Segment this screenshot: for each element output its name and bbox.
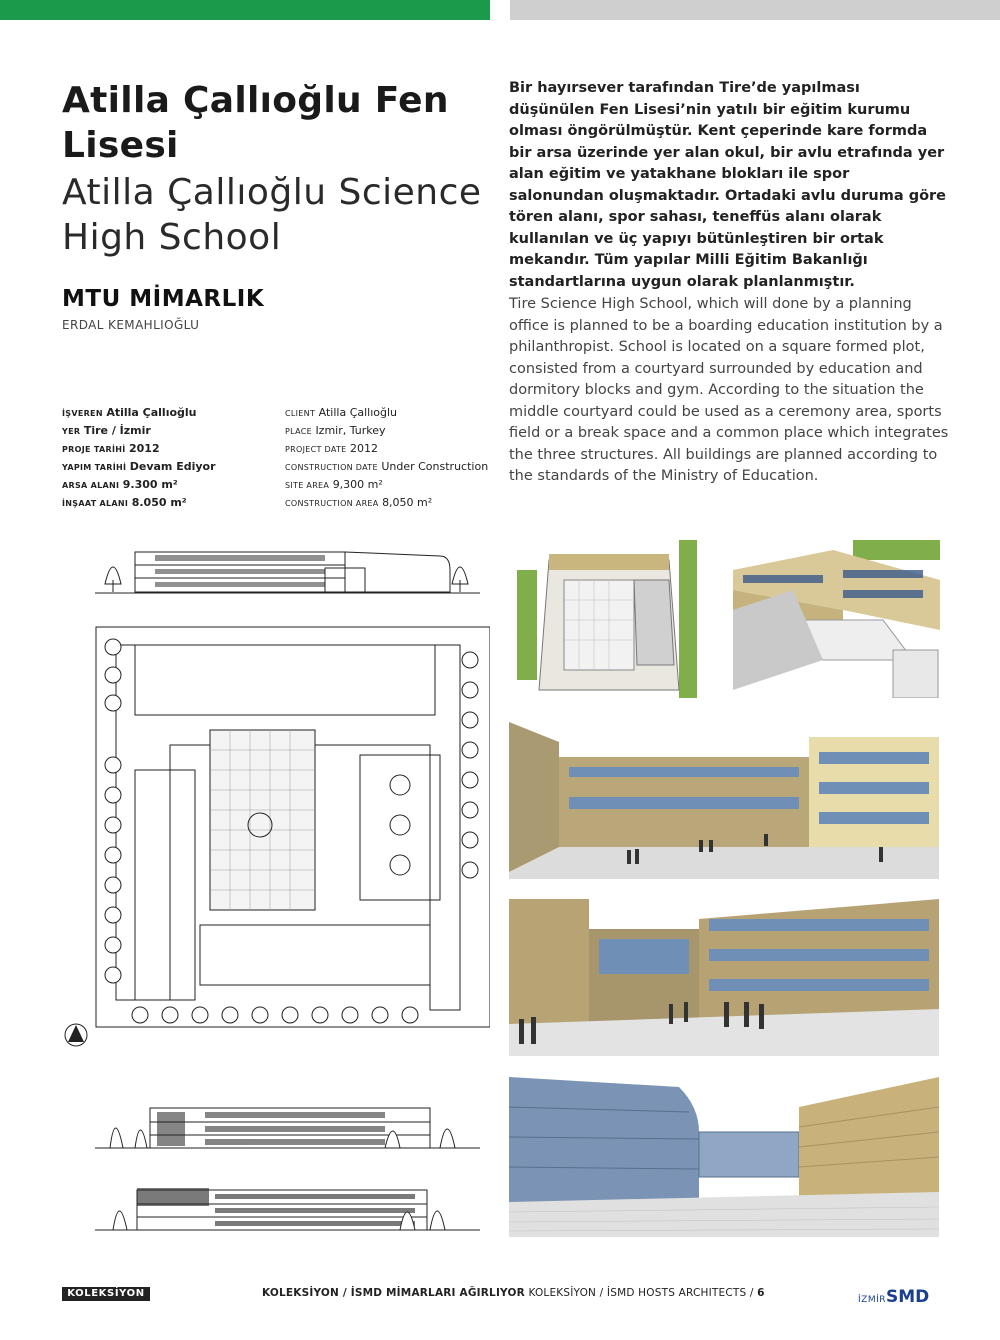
info-row: CLIENT Atilla Çallıoğlu — [285, 406, 398, 419]
info-row: YER Tire / İzmir — [62, 424, 151, 437]
aerial-render-1 — [509, 540, 704, 698]
info-row: İNŞAAT ALANI 8.050 m² — [62, 496, 187, 509]
project-title-turkish: Atilla Çallıoğlu Fen Lisesi — [62, 80, 449, 166]
description-english: Tire Science High School, which will done by a planning office is planned to be a boarding education institution by a philanthropist. School is located on a square formed plot, consisted from a courtyard surrounded by education and dormitory blocks and gym. According to the situation the middle courtyard could be used as a ceremony area, sports field or a break space and a common place which integrates the three structures. All buildings are planned according to the standards of the Ministry of Education. — [509, 296, 949, 484]
info-row: İŞVEREN Atilla Çallıoğlu — [62, 406, 197, 419]
info-row: ARSA ALANI 9.300 m² — [62, 478, 178, 491]
top-accent-bar-grey — [510, 0, 1000, 20]
section-drawing-top — [95, 540, 480, 595]
page-number: 6 — [757, 1287, 765, 1299]
project-info-english — [285, 404, 505, 512]
top-accent-bar-green — [0, 0, 490, 20]
elevation-drawing-1 — [95, 1100, 480, 1150]
footer-caption: KOLEKSİYON / İSMD MİMARLARI AĞIRLIYOR KOLEKSİYON / İSMD HOSTS ARCHITECTS / 6 — [262, 1287, 765, 1299]
info-row: PROJE TARİHİ 2012 — [62, 442, 160, 455]
elevation-drawing-2 — [95, 1180, 480, 1232]
info-row: YAPIM TARİHİ Devam Ediyor — [62, 460, 216, 473]
architect-name: ERDAL KEMAHLIOĞLU — [62, 318, 200, 332]
description-turkish: Bir hayırsever tarafından Tire’de yapılması düşünülen Fen Lisesi’nin yatılı bir eğitim kurumu olması öngörülmüştür. Kent çeperinde kare formda bir arsa üzerinde yer alan okul, bir avlu etrafında yer alan eğitim ve yatakhane blokları ile spor salonundan oluşmaktadır. Ortadaki avlu duruma göre tören alanı, spor sahası, teneffüs alanı olarak kullanılan ve üç yapıyı bütünleştiren bir ortak mekandır. Tüm yapılar Milli Eğitim Bakanlığı standartlarına uygun olarak planlanmıştır. — [509, 80, 947, 290]
aerial-render-2 — [733, 540, 940, 698]
courtyard-render-1 — [509, 722, 939, 879]
info-row: CONSTRUCTION AREA 8,050 m² — [285, 496, 433, 509]
project-title-english: Atilla Çallıoğlu Science High School — [62, 172, 482, 258]
info-row: CONSTRUCTION DATE Under Construction — [285, 460, 489, 473]
izmir-smd-logo: İZMİRSMD — [858, 1287, 930, 1307]
project-info-turkish — [62, 404, 272, 512]
courtyard-render-2 — [509, 899, 939, 1056]
info-row: SITE AREA 9,300 m² — [285, 478, 383, 491]
north-arrow-icon — [65, 1024, 87, 1046]
architecture-firm: MTU MİMARLIK — [62, 286, 265, 312]
koleksiyon-logo: KOLEKSİYON — [62, 1287, 150, 1301]
info-row: PLACE Izmir, Turkey — [285, 424, 386, 437]
courtyard-render-3 — [509, 1077, 939, 1237]
site-plan-drawing — [60, 605, 490, 1050]
info-row: PROJECT DATE 2012 — [285, 442, 379, 455]
